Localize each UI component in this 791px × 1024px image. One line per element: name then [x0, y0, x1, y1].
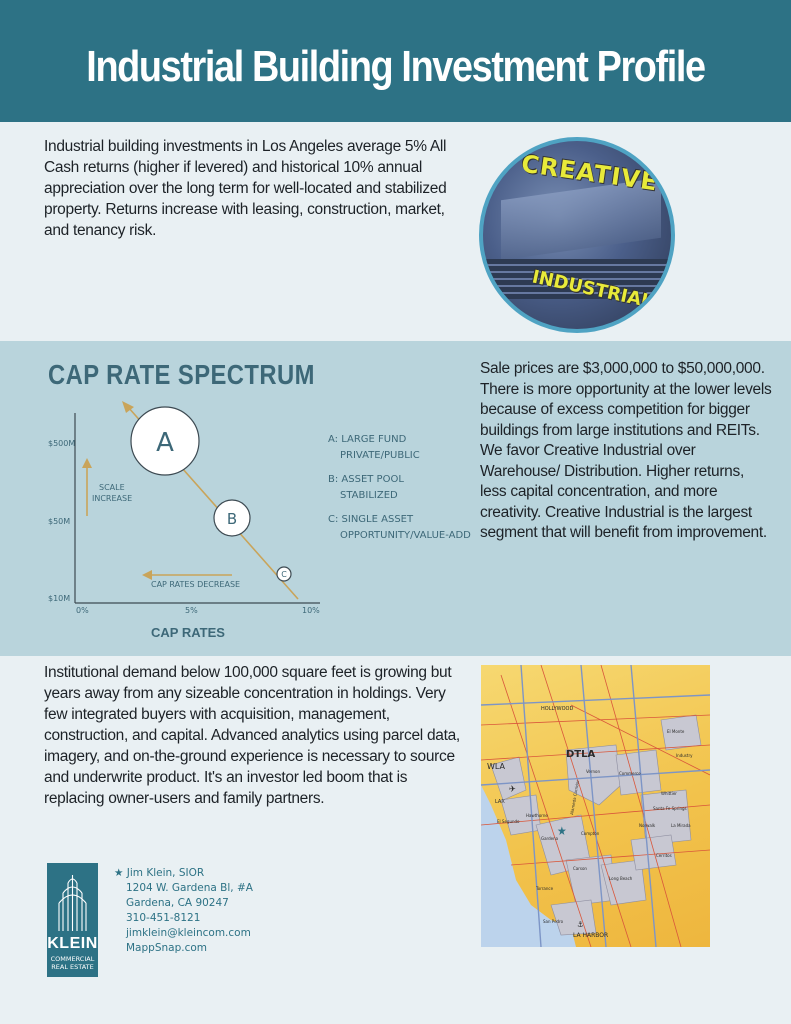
map-label-lax: LAX	[495, 799, 505, 805]
logo-sub1: COMMERCIAL	[50, 955, 95, 963]
map-label-industry: Industry	[676, 753, 693, 758]
x-tick-5: 5%	[185, 606, 198, 615]
legend-item-c	[328, 512, 471, 544]
star-icon: ★	[114, 867, 124, 879]
cap-arrowhead	[142, 570, 152, 580]
contact-email[interactable]: jimklein@kleincom.com	[126, 927, 251, 939]
freeway-1	[481, 695, 710, 705]
map-svg	[481, 665, 710, 947]
map-label-gardena: Gardena	[541, 836, 559, 841]
scale-label-line2: INCREASE	[92, 494, 133, 503]
legend-item-a	[328, 432, 471, 464]
logo-sub2: REAL ESTATE	[51, 963, 94, 971]
legend-c-line2: OPPORTUNITY/VALUE-ADD	[340, 530, 471, 541]
la-industrial-map	[481, 665, 710, 947]
map-label-sanpedro: San Pedro	[543, 919, 564, 924]
cap-rate-section	[0, 341, 791, 656]
contact-name-row	[114, 866, 253, 881]
legend-a-line1: A: LARGE FUND	[328, 434, 407, 445]
scale-arrowhead	[82, 458, 92, 468]
scale-label	[92, 483, 132, 503]
map-label-sfs: Santa Fe Springs	[653, 806, 687, 811]
legend-item-b	[328, 472, 471, 504]
map-label-hollywood: HOLLYWOOD	[541, 706, 574, 712]
klein-logo	[47, 863, 98, 977]
map-label-lamirada: La Mirada	[671, 823, 691, 828]
sale-prices-text: Sale prices are $3,000,000 to $50,000,000. There is more opportunity at the lower levels because of excess competition for bigger buildings from large institutions and REITs. We favor Creative Industrial over Warehouse/ Distribution. Higher returns, less capital concentration, and more creativity. Creative Industrial is the largest segment that will benefit from improvement.	[480, 360, 772, 541]
contact-name: Jim Klein, SIOR	[126, 867, 205, 879]
tower-icon	[57, 873, 88, 931]
map-label-wla: WLA	[487, 762, 506, 771]
contact-block	[114, 866, 253, 956]
x-tick-10: 10%	[302, 606, 320, 615]
badge-creative-text: CREATIVE	[519, 149, 660, 197]
page-title: Industrial Building Investment Profile	[86, 42, 705, 91]
logo-name: KLEIN	[47, 935, 98, 952]
map-label-torrance: Torrance	[536, 886, 554, 891]
map-label-commerce: Commerce	[619, 771, 641, 776]
y-tick-50m: $50M	[48, 517, 71, 526]
map-label-dtla: DTLA	[566, 749, 596, 760]
map-label-elmonte: El Monte	[667, 729, 685, 734]
cap-rate-legend	[328, 432, 471, 552]
institutional-text: Institutional demand below 100,000 square feet is growing but years away from any sizeable concentration in holdings. Very few integrated buyers with acquisition, management, construction, and capital. Advanced analytics using parcel data, imagery, and on-the-ground experience is necessary to source and underwrite product. It's an investor led boom that is replacing owner-users and family partners.	[44, 664, 460, 807]
map-label-carson: Carson	[573, 866, 587, 871]
map-label-whittier: Whittier	[661, 791, 677, 796]
map-label-hawthorne: Hawthorne	[526, 813, 548, 818]
y-tick-10m: $10M	[48, 594, 71, 603]
legend-b-line1: B: ASSET POOL	[328, 474, 404, 485]
legend-a-line2: PRIVATE/PUBLIC	[340, 450, 420, 461]
y-tick-500m: $500M	[48, 439, 76, 448]
ship-icon: ⚓	[577, 920, 584, 929]
map-label-cerritos: Cerritos	[656, 853, 672, 858]
badge-industrial-text: INDUSTRIAL	[530, 266, 655, 313]
map-label-laharbor: LA HARBOR	[573, 932, 609, 939]
logo-subtitle	[47, 955, 98, 971]
map-label-compton: Compton	[581, 831, 600, 836]
contact-address1: 1204 W. Gardena Bl, #A	[126, 882, 253, 894]
star-marker-icon: ★	[557, 824, 567, 838]
creative-industrial-badge	[479, 137, 675, 333]
x-axis-label: CAP RATES	[151, 625, 225, 640]
intro-text: Industrial building investments in Los Angeles average 5% All Cash returns (higher if levered) and historical 10% annual appreciation over the long term for well-located and stabilized property. Returns increase with leasing, construction, market, and tenancy risk.	[44, 138, 447, 239]
map-label-vernon: Vernon	[586, 769, 600, 774]
cap-rate-chart	[0, 341, 330, 651]
cap-decrease-label: CAP RATES DECREASE	[151, 580, 241, 589]
x-tick-0: 0%	[76, 606, 89, 615]
map-label-alameda: Alameda Corridor	[569, 779, 581, 816]
point-b-label: B	[226, 510, 238, 528]
legend-c-line1: C: SINGLE ASSET	[328, 514, 414, 525]
contact-address2: Gardena, CA 90247	[126, 897, 229, 909]
header-banner	[0, 0, 791, 122]
cap-rate-title: CAP RATE SPECTRUM	[48, 359, 315, 390]
map-label-longbeach: Long Beach	[609, 876, 633, 881]
map-label-norwalk: Norwalk	[639, 823, 656, 828]
point-a-label: A	[156, 428, 174, 458]
contact-phone[interactable]: 310-451-8121	[126, 912, 201, 924]
scale-label-line1: SCALE	[99, 483, 125, 492]
airplane-icon: ✈	[509, 785, 516, 795]
contact-website[interactable]: MappSnap.com	[126, 942, 208, 954]
map-label-elsegundo: El Segundo	[497, 819, 520, 824]
point-c-label: C	[281, 570, 287, 579]
legend-b-line2: STABILIZED	[340, 490, 398, 501]
